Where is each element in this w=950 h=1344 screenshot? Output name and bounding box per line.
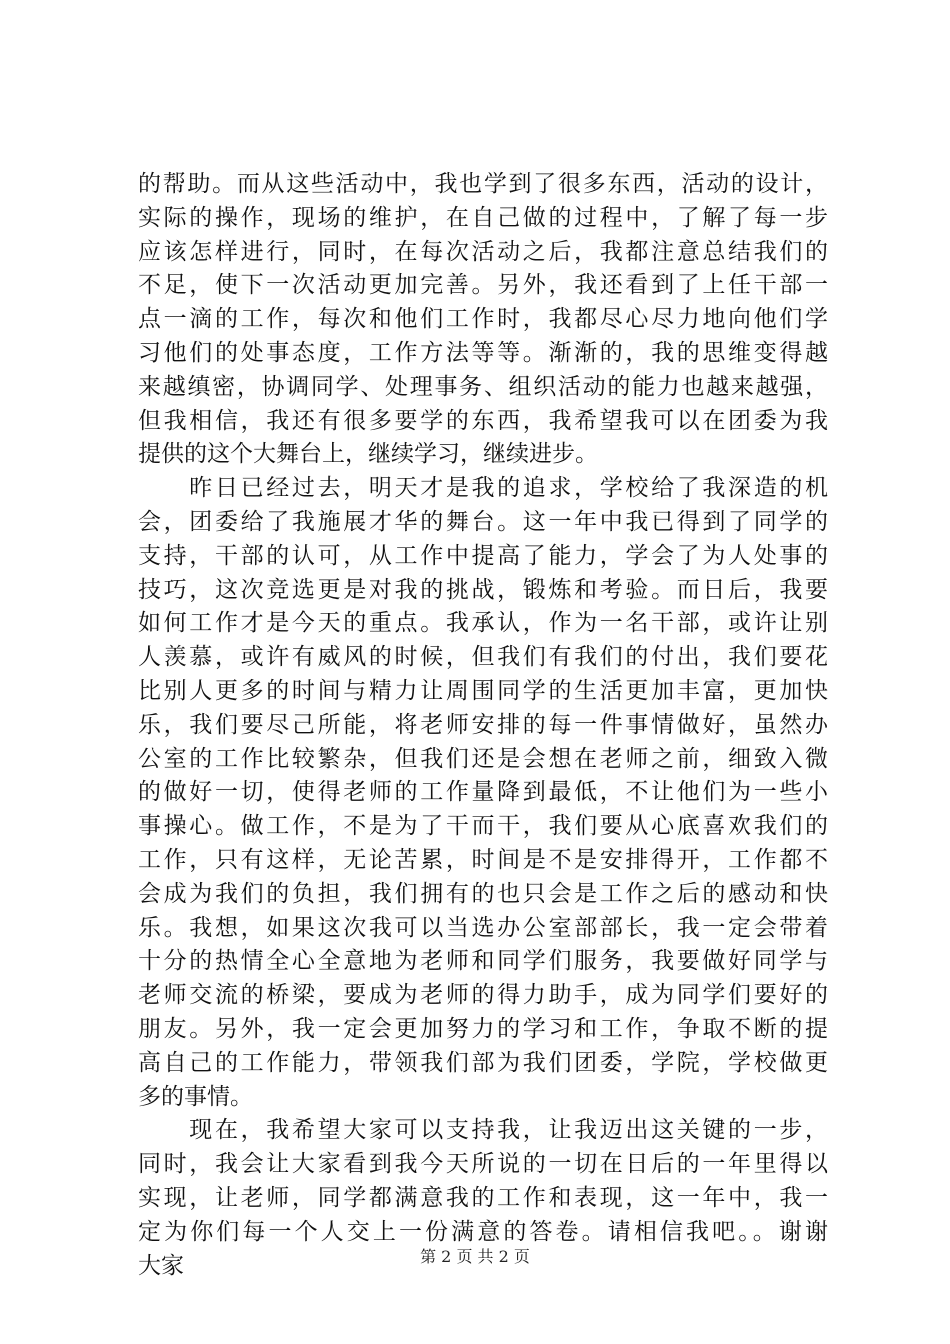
- document-body: [138, 168, 828, 1283]
- text-line: 乐，我们要尽己所能，将老师安排的每一件事情做好，虽然办: [138, 711, 828, 738]
- text-line: 人羡慕，或许有威风的时候，但我们有我们的付出，我们要花: [138, 644, 828, 671]
- text-line: 十分的热情全心全意地为老师和同学们服务，我要做好同学与: [138, 948, 828, 975]
- text-line: 应该怎样进行，同时，在每次活动之后，我都注意总结我们的: [138, 238, 828, 265]
- text-line: 高自己的工作能力，带领我们部为我们团委，学院，学校做更: [138, 1049, 828, 1076]
- text-line: 朋友。另外，我一定会更加努力的学习和工作，争取不断的提: [138, 1015, 828, 1042]
- text-line: 来越缜密，协调同学、处理事务、组织活动的能力也越来越强，: [138, 373, 828, 400]
- text-line: 的做好一切，使得老师的工作量降到最低，不让他们为一些小: [138, 779, 828, 806]
- text-line: 多的事情。: [138, 1083, 253, 1110]
- text-line: 支持，干部的认可，从工作中提高了能力，学会了为人处事的: [138, 542, 828, 569]
- text-line: 乐。我想，如果这次我可以当选办公室部部长，我一定会带着: [138, 914, 828, 941]
- text-line: 老师交流的桥梁，要成为老师的得力助手，成为同学们要好的: [138, 982, 828, 1009]
- text-line: 会成为我们的负担，我们拥有的也只会是工作之后的感动和快: [138, 880, 828, 907]
- text-line: 习他们的处事态度，工作方法等等。渐渐的，我的思维变得越: [138, 339, 828, 366]
- text-line: 大家: [138, 1252, 184, 1279]
- text-line: 比别人更多的时间与精力让周围同学的生活更加丰富，更加快: [138, 677, 828, 704]
- text-line: 定为你们每一个人交上一份满意的答卷。请相信我吧。。谢谢: [138, 1218, 828, 1245]
- text-line: 实际的操作，现场的维护，在自己做的过程中，了解了每一步: [138, 204, 828, 231]
- text-line: 昨日已经过去，明天才是我的追求，学校给了我深造的机: [138, 475, 828, 502]
- text-line: 点一滴的工作，每次和他们工作时，我都尽心尽力地向他们学: [138, 306, 828, 333]
- text-line: 技巧，这次竞选更是对我的挑战，锻炼和考验。而日后，我要: [138, 576, 828, 603]
- text-line: 会，团委给了我施展才华的舞台。这一年中我已得到了同学的: [138, 508, 828, 535]
- text-line: 同时，我会让大家看到我今天所说的一切在日后的一年里得以: [138, 1151, 828, 1178]
- text-line: 如何工作才是今天的重点。我承认，作为一名干部，或许让别: [138, 610, 828, 637]
- text-line: 但我相信，我还有很多要学的东西，我希望我可以在团委为我: [138, 407, 828, 434]
- text-line: 不足，使下一次活动更加完善。另外，我还看到了上任干部一: [138, 272, 828, 299]
- text-line: 公室的工作比较繁杂，但我们还是会想在老师之前，细致入微: [138, 745, 828, 772]
- text-line: 现在，我希望大家可以支持我，让我迈出这关键的一步，: [138, 1117, 828, 1144]
- text-line: 提供的这个大舞台上，继续学习，继续进步。: [138, 441, 598, 468]
- page-footer: 第 2 页 共 2 页: [420, 1247, 530, 1266]
- text-line: 的帮助。而从这些活动中，我也学到了很多东西，活动的设计，: [138, 171, 828, 197]
- text-line: 工作，只有这样，无论苦累，时间是不是安排得开，工作都不: [138, 846, 828, 873]
- text-line: 实现，让老师，同学都满意我的工作和表现，这一年中，我一: [138, 1184, 828, 1211]
- text-line: 事操心。做工作，不是为了干而干，我们要从心底喜欢我们的: [138, 813, 828, 840]
